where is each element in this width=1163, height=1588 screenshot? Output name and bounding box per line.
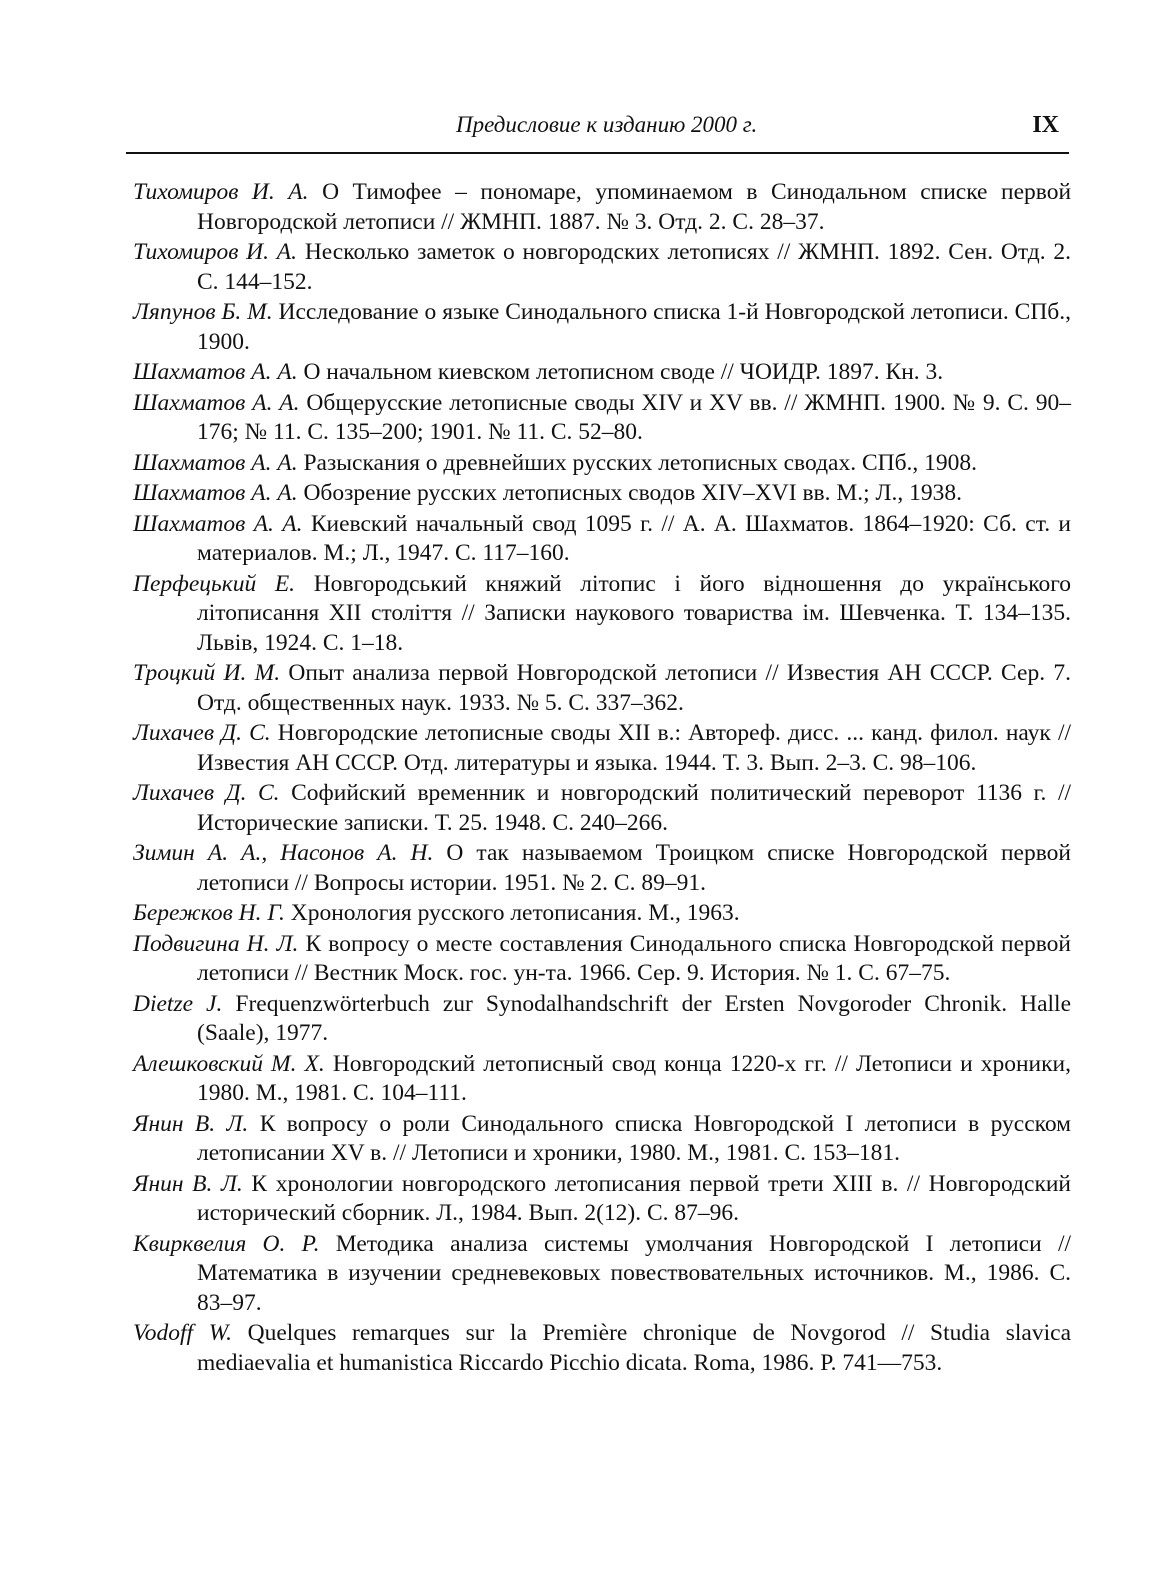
entry-text: Новгородский летописный свод конца 1220-х гг. // Летописи и хроники, 1980. М., 1981. С. 104–111. (197, 1050, 1071, 1106)
entry-author: Ляпунов Б. М. (133, 299, 273, 325)
bibliography-entry (133, 1230, 1071, 1319)
entry-author: Алешковский М. Х. (133, 1050, 325, 1077)
entry-text: К хронологии новгородского летописания первой трети XIII в. // Новгородский исторический сборник. Л., 1984. Вып. 2(12). С. 87–96. (197, 1170, 1072, 1226)
entry-text: Разыскания о древнейших русских летописных сводах. СПб., 1908. (303, 449, 978, 476)
bibliography-entry (133, 238, 1071, 297)
entry-author: Бережков Н. Г. (133, 900, 285, 926)
entry-author: Квирквелия О. Р. (133, 1230, 320, 1257)
entry-author: Янин В. Л. (133, 1110, 249, 1137)
entry-author: Vodoff W. (133, 1320, 232, 1346)
bibliography-entry (133, 449, 1071, 479)
entry-author: Перфецький Е. (133, 570, 296, 597)
entry-text: О Тимофее – пономаре, упоминаемом в Синодальном списке первой Новгородской летописи // ЖМНП. 1887. № 3. Отд. 2. С. 28–37. (197, 179, 1072, 235)
entry-text: Несколько заметок о новгородских летописях // ЖМНП. 1892. Сен. Отд. 2. С. 144–152. (197, 239, 1072, 295)
page-number: IX (1032, 112, 1059, 138)
entry-author: Лихачев Д. С. (133, 780, 280, 806)
entry-author: Шахматов А. А. (133, 449, 298, 476)
entry-author: Шахматов А. А. (133, 359, 298, 385)
entry-text: К вопросу о месте составления Синодального списка Новгородской первой летописи // Вестник Моск. гос. ун-та. 1966. Сер. 9. История. № 1. С. 67–75. (197, 930, 1072, 986)
entry-author: Троцкий И. М. (133, 660, 281, 686)
entry-text: Frequenzwörterbuch zur Synodalhandschrift der Ersten Novgoroder Chronik. Halle (Saale), 1977. (197, 990, 1072, 1046)
bibliography-entry (133, 839, 1071, 898)
bibliography-entry (133, 1110, 1071, 1169)
entry-author: Подвигина Н. Л. (133, 930, 299, 957)
bibliography-entry (133, 358, 1071, 388)
page-header (126, 108, 1069, 154)
bibliography-entry (133, 298, 1071, 357)
bibliography-entry (133, 1319, 1071, 1378)
entry-text: Общерусские летописные своды XIV и XV вв. // ЖМНП. 1900. № 9. С. 90–176; № 11. С. 135–200; 1901. № 11. С. 52–80. (197, 389, 1071, 445)
entry-text: Quelques remarques sur la Première chronique de Novgorod // Studia slavica mediaevalia et humanistica Riccardo Picchio dicata. Roma, 1986. P. 741—753. (197, 1320, 1072, 1376)
bibliography-entry (133, 389, 1071, 448)
entry-author: Зимин А. А., Насонов А. Н. (133, 840, 434, 866)
bibliography-entry (133, 899, 1071, 929)
bibliography-entry (133, 479, 1071, 509)
bibliography-entry (133, 1050, 1071, 1109)
bibliography-entry (133, 510, 1071, 569)
entry-text: О начальном киевском летописном своде // ЧОИДР. 1897. Кн. 3. (303, 359, 944, 385)
bibliography-entry (133, 178, 1071, 237)
bibliography-entry (133, 1170, 1071, 1229)
entry-author: Dietze J. (133, 990, 223, 1017)
entry-text: Новгородський княжий літопис і його відношення до українського літописання XII століття // Записки наукового товариства ім. Шевченка. Т. 134–135. Львів, 1924. С. 1–18. (197, 570, 1072, 656)
running-title: Предисловие к изданию 2000 г. (456, 112, 758, 137)
entry-text: Софийский временник и новгородский политический переворот 1136 г. // Исторические записки. Т. 25. 1948. С. 240–266. (197, 780, 1071, 836)
bibliography-entry (133, 570, 1071, 659)
entry-author: Тихомиров И. А. (133, 179, 309, 205)
entry-author: Шахматов А. А. (133, 510, 303, 537)
entry-text: Новгородские летописные своды XII в.: Автореф. дисс. ... канд. филол. наук // Известия АН СССР. Отд. литературы и языка. 1944. Т. 3. Вып. 2–3. С. 98–106. (197, 720, 1071, 776)
entry-author: Лихачев Д. С. (133, 720, 271, 746)
bibliography-entry (133, 930, 1071, 989)
entry-text: Хронология русского летописания. М., 1963. (290, 900, 740, 926)
entry-author: Шахматов А. А. (133, 389, 300, 416)
entry-text: К вопросу о роли Синодального списка Новгородской I летописи в русском летописании XV в. // Летописи и хроники, 1980. М., 1981. С. 153–181. (197, 1110, 1072, 1166)
entry-text: О так называемом Троицком списке Новгородской первой летописи // Вопросы истории. 1951. № 2. С. 89–91. (197, 840, 1071, 896)
bibliography-entry (133, 990, 1071, 1049)
entry-author: Тихомиров И. А. (133, 239, 298, 265)
entry-text: Киевский начальный свод 1095 г. // А. А. Шахматов. 1864–1920: Сб. ст. и материалов. М.; Л., 1947. С. 117–160. (197, 510, 1071, 566)
entry-text: Исследование о языке Синодального списка 1-й Новгородской летописи. СПб., 1900. (197, 299, 1072, 355)
entry-text: Обозрение русских летописных сводов XIV–XVI вв. М.; Л., 1938. (303, 480, 962, 506)
bibliography-entry (133, 659, 1071, 718)
entry-author: Шахматов А. А. (133, 480, 298, 506)
entry-author: Янин В. Л. (133, 1170, 243, 1197)
entry-text: Опыт анализа первой Новгородской летописи // Известия АН СССР. Сер. 7. Отд. общественных наук. 1933. № 5. С. 337–362. (197, 660, 1071, 716)
bibliography-entry (133, 779, 1071, 838)
bibliography-entry (133, 719, 1071, 778)
bibliography-list (133, 178, 1071, 1379)
entry-text: Методика анализа системы умолчания Новгородской I летописи // Математика в изучении средневековых повествовательных источников. М., 1986. С. 83–97. (197, 1230, 1071, 1316)
